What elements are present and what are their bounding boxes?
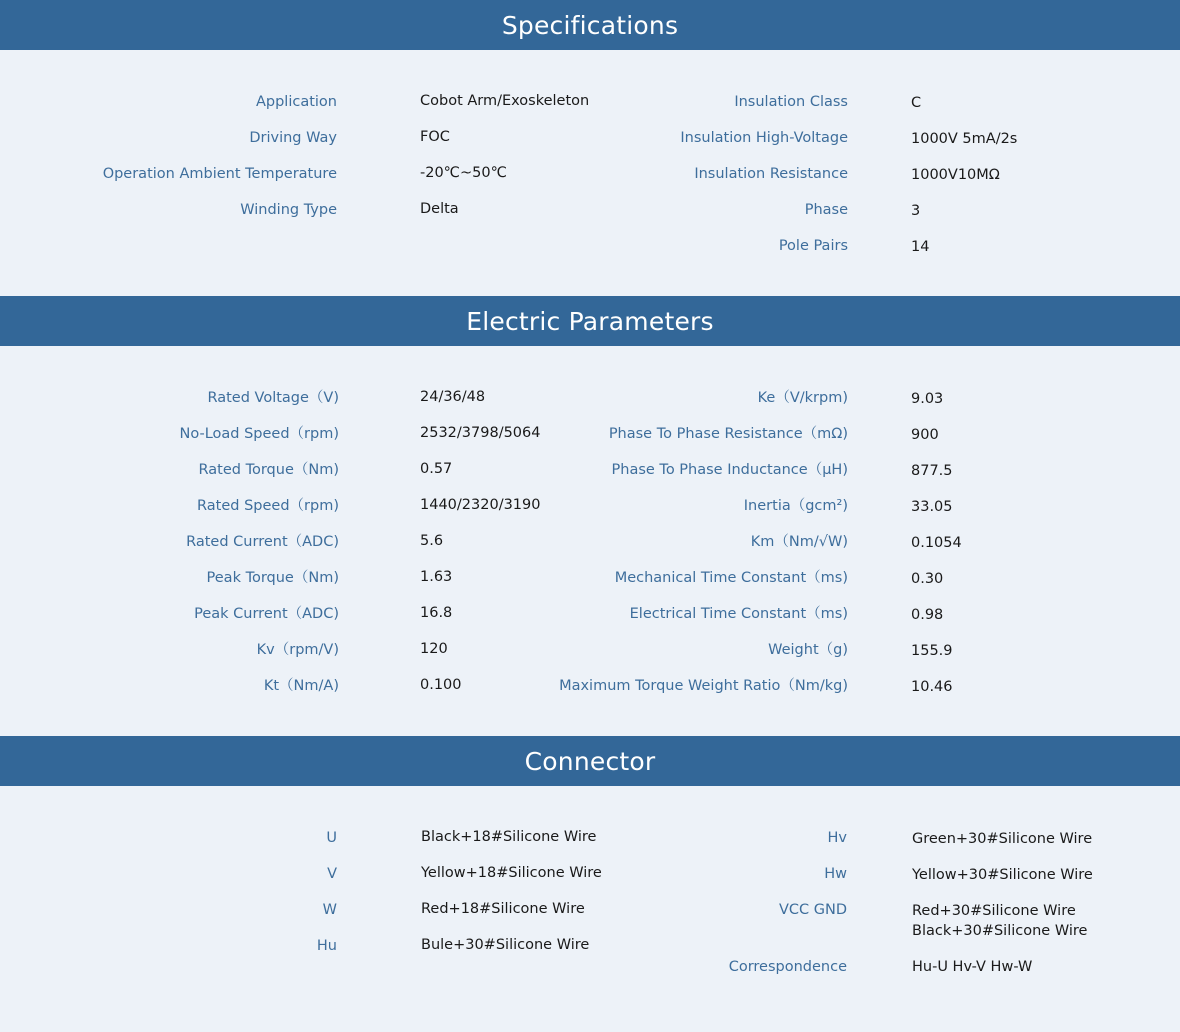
spec-value-application: Cobot Arm/Exoskeleton: [420, 93, 590, 109]
elec-label-electrical-time-constant: Electrical Time Constant（ms): [629, 606, 848, 622]
conn-label-hw: Hw: [824, 866, 847, 882]
elec-value-kt: 0.100: [420, 677, 462, 693]
conn-label-vcc-gnd: VCC GND: [778, 902, 847, 918]
spec-value-phase: 3: [911, 203, 921, 219]
elec-value-inertia: 33.05: [911, 499, 953, 515]
spec-label-driving-way: Driving Way: [249, 130, 337, 146]
elec-label-weight: Weight（g): [768, 642, 848, 658]
conn-label-v: V: [327, 866, 337, 882]
conn-label-hu: Hu: [316, 938, 337, 954]
spec-value-winding-type: Delta: [420, 201, 459, 217]
electric-parameters-header: [0, 296, 1180, 346]
specifications-title: Specifications: [501, 10, 679, 40]
spec-label-pole-pairs: Pole Pairs: [778, 238, 848, 254]
spec-value-insulation-resistance: 1000V10MΩ: [911, 167, 1000, 183]
spec-label-phase: Phase: [804, 202, 848, 218]
spec-value-pole-pairs: 14: [911, 239, 930, 255]
conn-value-correspondence: Hu-U Hv-V Hw-W: [912, 959, 1033, 975]
conn-label-correspondence: Correspondence: [728, 959, 847, 975]
elec-label-peak-torque: Peak Torque（Nm): [206, 570, 339, 586]
conn-value-hu: Bule+30#Silicone Wire: [421, 937, 590, 953]
electric-parameters-title: Electric Parameters: [466, 306, 714, 336]
elec-label-mechanical-time-constant: Mechanical Time Constant（ms): [614, 570, 848, 586]
elec-value-peak-torque: 1.63: [420, 569, 453, 585]
elec-value-rated-current: 5.6: [420, 533, 444, 549]
spec-value-ambient-temperature: -20℃~50℃: [420, 165, 507, 181]
elec-value-weight: 155.9: [911, 643, 953, 659]
elec-label-torque-weight-ratio: Maximum Torque Weight Ratio（Nm/kg): [559, 678, 848, 694]
elec-label-peak-current: Peak Current（ADC): [194, 606, 339, 622]
spec-label-insulation-class: Insulation Class: [734, 94, 848, 110]
elec-value-phase-inductance: 877.5: [911, 463, 953, 479]
spec-label-winding-type: Winding Type: [240, 202, 337, 218]
conn-value-vcc-gnd-line1: Red+30#Silicone Wire: [912, 903, 1076, 919]
elec-label-rated-torque: Rated Torque（Nm): [198, 462, 339, 478]
conn-value-hv: Green+30#Silicone Wire: [912, 831, 1093, 847]
spec-value-driving-way: FOC: [420, 129, 450, 145]
spec-label-insulation-resistance: Insulation Resistance: [694, 166, 848, 182]
elec-value-rated-voltage: 24/36/48: [420, 389, 486, 405]
conn-label-w: W: [322, 902, 337, 918]
elec-value-ke: 9.03: [911, 391, 944, 407]
elec-value-electrical-time-constant: 0.98: [911, 607, 944, 623]
spec-value-insulation-class: C: [911, 95, 922, 111]
elec-label-rated-voltage: Rated Voltage（V): [207, 390, 339, 406]
elec-label-rated-current: Rated Current（ADC): [186, 534, 339, 550]
conn-label-hv: Hv: [827, 830, 847, 846]
elec-label-phase-inductance: Phase To Phase Inductance（μH): [611, 462, 848, 478]
spec-label-insulation-high-voltage: Insulation High-Voltage: [680, 130, 848, 146]
spec-label-ambient-temperature: Operation Ambient Temperature: [102, 166, 337, 182]
elec-label-km: Km（Nm/√W): [750, 534, 848, 550]
conn-value-vcc-gnd-line2: Black+30#Silicone Wire: [912, 923, 1088, 939]
elec-value-rated-speed: 1440/2320/3190: [420, 497, 541, 513]
elec-value-mechanical-time-constant: 0.30: [911, 571, 944, 587]
connector-header: [0, 736, 1180, 786]
conn-value-u: Black+18#Silicone Wire: [421, 829, 597, 845]
spec-value-insulation-high-voltage: 1000V 5mA/2s: [911, 131, 1018, 147]
conn-value-v: Yellow+18#Silicone Wire: [421, 865, 602, 881]
conn-label-u: U: [326, 830, 337, 846]
conn-value-hw: Yellow+30#Silicone Wire: [912, 867, 1093, 883]
elec-value-peak-current: 16.8: [420, 605, 453, 621]
spec-label-application: Application: [255, 94, 337, 110]
elec-label-kv: Kv（rpm/V): [256, 642, 339, 658]
specifications-header: [0, 0, 1180, 50]
elec-value-rated-torque: 0.57: [420, 461, 453, 477]
elec-value-phase-resistance: 900: [911, 427, 939, 443]
elec-value-torque-weight-ratio: 10.46: [911, 679, 953, 695]
elec-label-rated-speed: Rated Speed（rpm): [197, 498, 339, 514]
elec-label-kt: Kt（Nm/A): [263, 678, 339, 694]
elec-label-phase-resistance: Phase To Phase Resistance（mΩ): [608, 426, 848, 442]
elec-value-no-load-speed: 2532/3798/5064: [420, 425, 541, 441]
conn-value-w: Red+18#Silicone Wire: [421, 901, 585, 917]
elec-value-kv: 120: [420, 641, 448, 657]
elec-label-no-load-speed: No-Load Speed（rpm): [179, 426, 339, 442]
elec-value-km: 0.1054: [911, 535, 962, 551]
connector-title: Connector: [524, 746, 656, 776]
elec-label-inertia: Inertia（gcm²): [743, 498, 848, 514]
elec-label-ke: Ke（V/krpm): [757, 390, 848, 406]
